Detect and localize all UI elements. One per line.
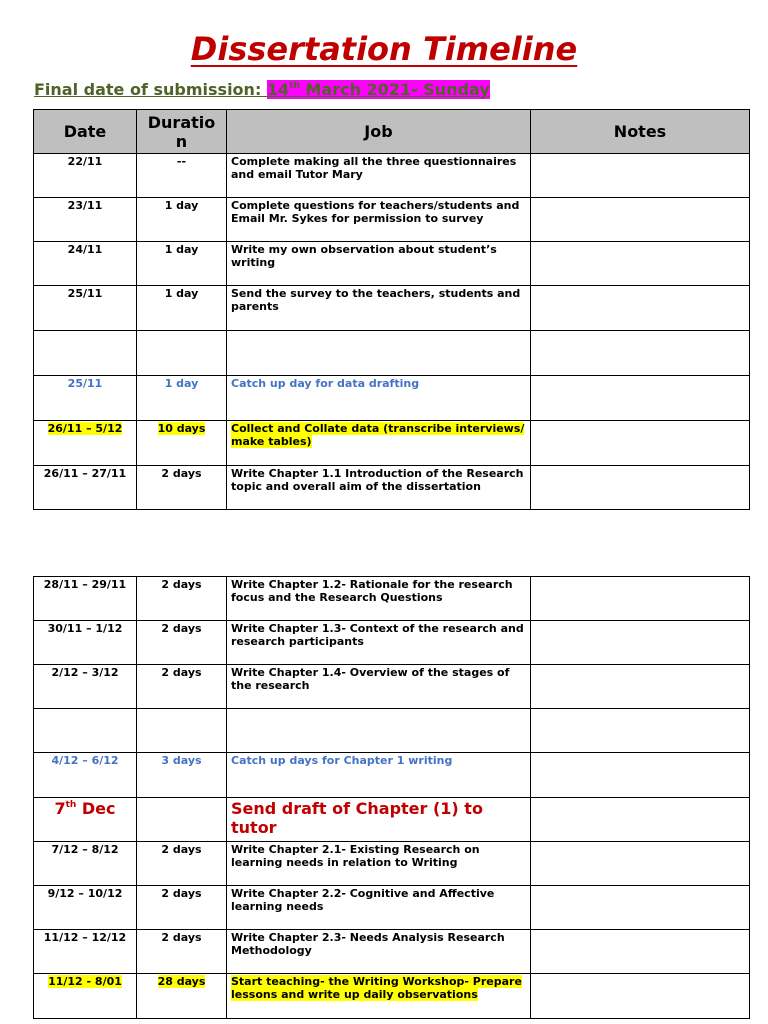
- duration-cell: [137, 886, 227, 930]
- date-cell: [34, 974, 137, 1019]
- submission-date-suffix: th: [289, 81, 300, 91]
- job-text: Write Chapter 2.3- Needs Analysis Research Methodology: [231, 931, 505, 957]
- submission-date: [267, 80, 490, 99]
- duration-cell: [137, 665, 227, 709]
- date-text: 9/12 – 10/12: [47, 887, 123, 900]
- notes-cell: [531, 286, 750, 331]
- job-text: Write Chapter 1.4- Overview of the stages of the research: [231, 666, 510, 692]
- job-text: Complete making all the three questionnaires and email Tutor Mary: [231, 155, 517, 181]
- date-text: 2/12 – 3/12: [51, 666, 119, 679]
- date-text: 25/11: [67, 287, 103, 300]
- notes-cell: [531, 621, 750, 665]
- date-cell: [34, 842, 137, 886]
- job-cell: [227, 376, 531, 421]
- date-cell: [34, 466, 137, 510]
- job-cell: [227, 665, 531, 709]
- header-duration-line1: Duratio: [147, 112, 216, 132]
- page-title: Dissertation Timeline: [190, 30, 578, 68]
- date-cell: [34, 154, 137, 198]
- date-text: 11/12 - 8/01: [48, 975, 122, 988]
- job-text: Send the survey to the teachers, students and parents: [231, 287, 521, 313]
- date-cell: [34, 665, 137, 709]
- header-notes: Notes: [531, 110, 750, 154]
- timeline-table-1: [33, 109, 750, 510]
- date-rest: Dec: [76, 799, 116, 818]
- duration-cell: [137, 154, 227, 198]
- job-text: Complete questions for teachers/students and Email Mr. Sykes for permission to survey: [231, 199, 520, 225]
- table-row: [34, 577, 750, 621]
- notes-cell: [531, 930, 750, 974]
- duration-text: 2 days: [161, 843, 202, 856]
- job-cell: [227, 709, 531, 753]
- date-text: 7/12 – 8/12: [51, 843, 119, 856]
- date-cell: [34, 886, 137, 930]
- submission-label: Final date of submission:: [34, 80, 262, 99]
- duration-cell: [137, 577, 227, 621]
- job-text: Write Chapter 1.3- Context of the research and research participants: [231, 622, 524, 648]
- duration-text: 2 days: [161, 467, 202, 480]
- date-text: 24/11: [67, 243, 103, 256]
- notes-cell: [531, 198, 750, 242]
- notes-cell: [531, 577, 750, 621]
- date-cell: [34, 621, 137, 665]
- table-row: [34, 331, 750, 376]
- duration-text: 10 days: [157, 422, 206, 435]
- date-text: 11/12 – 12/12: [43, 931, 127, 944]
- table-row: [34, 621, 750, 665]
- header-job: Job: [227, 110, 531, 154]
- notes-cell: [531, 709, 750, 753]
- table-row: [34, 198, 750, 242]
- table-row: [34, 842, 750, 886]
- table-row: [34, 753, 750, 798]
- notes-cell: [531, 331, 750, 376]
- job-cell: [227, 886, 531, 930]
- job-cell: [227, 753, 531, 798]
- date-cell: [34, 198, 137, 242]
- duration-cell: [137, 376, 227, 421]
- notes-cell: [531, 798, 750, 842]
- duration-text: --: [176, 155, 187, 168]
- job-text: Start teaching- the Writing Workshop- Prepare lessons and write up daily observations: [231, 975, 522, 1001]
- job-cell: [227, 286, 531, 331]
- duration-text: 28 days: [157, 975, 206, 988]
- date-cell: [34, 577, 137, 621]
- notes-cell: [531, 242, 750, 286]
- job-cell: [227, 466, 531, 510]
- job-cell: [227, 798, 531, 842]
- notes-cell: [531, 154, 750, 198]
- date-cell: [34, 709, 137, 753]
- notes-cell: [531, 974, 750, 1019]
- duration-text: 1 day: [164, 199, 199, 212]
- duration-text: 2 days: [161, 622, 202, 635]
- date-text: 26/11 – 5/12: [47, 422, 123, 435]
- notes-cell: [531, 466, 750, 510]
- job-cell: [227, 974, 531, 1019]
- duration-text: 1 day: [164, 377, 199, 390]
- date-cell: [34, 242, 137, 286]
- table-row: [34, 376, 750, 421]
- date-cell: [34, 798, 137, 842]
- table-row: [34, 286, 750, 331]
- duration-cell: [137, 709, 227, 753]
- date-text: 23/11: [67, 199, 103, 212]
- job-cell: [227, 242, 531, 286]
- duration-cell: [137, 242, 227, 286]
- duration-cell: [137, 198, 227, 242]
- notes-cell: [531, 842, 750, 886]
- job-cell: [227, 421, 531, 466]
- job-text: Write Chapter 1.2- Rationale for the research focus and the Research Questions: [231, 578, 513, 604]
- duration-cell: [137, 621, 227, 665]
- job-cell: [227, 577, 531, 621]
- duration-cell: [137, 798, 227, 842]
- table-row: [34, 974, 750, 1019]
- header-duration-line2: n: [175, 131, 188, 151]
- table-row: [34, 421, 750, 466]
- date-day: 7: [54, 799, 66, 818]
- table-row: [34, 930, 750, 974]
- table-row: [34, 242, 750, 286]
- job-text: Write my own observation about student’s writing: [231, 243, 497, 269]
- date-cell: [34, 331, 137, 376]
- duration-cell: [137, 974, 227, 1019]
- date-text: 4/12 – 6/12: [51, 754, 119, 767]
- date-cell: [34, 753, 137, 798]
- date-cell: [34, 421, 137, 466]
- table-row: [34, 709, 750, 753]
- job-text: Write Chapter 1.1 Introduction of the Research topic and overall aim of the dissertation: [231, 467, 524, 493]
- table-row: [34, 886, 750, 930]
- job-text: Collect and Collate data (transcribe interviews/ make tables): [231, 422, 525, 448]
- date-text: 26/11 – 27/11: [43, 467, 127, 480]
- job-text: Write Chapter 2.1- Existing Research on learning needs in relation to Writing: [231, 843, 480, 869]
- job-cell: [227, 621, 531, 665]
- duration-text: 1 day: [164, 287, 199, 300]
- date-cell: [34, 930, 137, 974]
- job-text: Catch up day for data drafting: [231, 377, 420, 390]
- duration-text: 2 days: [161, 931, 202, 944]
- duration-text: 1 day: [164, 243, 199, 256]
- job-text: Catch up days for Chapter 1 writing: [231, 754, 453, 767]
- notes-cell: [531, 665, 750, 709]
- header-date: Date: [34, 110, 137, 154]
- date-suffix: th: [65, 800, 77, 810]
- duration-cell: [137, 286, 227, 331]
- table-row: [34, 154, 750, 198]
- duration-cell: [137, 421, 227, 466]
- duration-cell: [137, 753, 227, 798]
- date-cell: [34, 376, 137, 421]
- date-text: 22/11: [67, 155, 103, 168]
- job-cell: [227, 930, 531, 974]
- date-text: 30/11 – 1/12: [47, 622, 123, 635]
- date-text: 28/11 – 29/11: [43, 578, 127, 591]
- table-row: [34, 466, 750, 510]
- duration-cell: [137, 466, 227, 510]
- header-duration: [137, 110, 227, 154]
- duration-cell: [137, 331, 227, 376]
- job-text: Write Chapter 2.2- Cognitive and Affective learning needs: [231, 887, 495, 913]
- date-cell: [34, 286, 137, 331]
- job-cell: [227, 331, 531, 376]
- notes-cell: [531, 376, 750, 421]
- duration-cell: [137, 842, 227, 886]
- duration-text: 2 days: [161, 887, 202, 900]
- table-row: [34, 798, 750, 842]
- duration-text: 3 days: [161, 754, 202, 767]
- submission-date-rest: March 2021- Sunday: [299, 80, 490, 99]
- job-cell: [227, 198, 531, 242]
- date-text: 25/11: [67, 377, 103, 390]
- job-text: Send draft of Chapter (1) to tutor: [231, 799, 483, 837]
- duration-text: 2 days: [161, 578, 202, 591]
- submission-date-line: [34, 80, 490, 99]
- table-row: [34, 665, 750, 709]
- timeline-table-2: [33, 576, 750, 1019]
- job-cell: [227, 842, 531, 886]
- duration-cell: [137, 930, 227, 974]
- table-header-row: [34, 110, 750, 154]
- job-cell: [227, 154, 531, 198]
- notes-cell: [531, 886, 750, 930]
- notes-cell: [531, 421, 750, 466]
- duration-text: 2 days: [161, 666, 202, 679]
- submission-date-day: 14: [266, 80, 290, 99]
- notes-cell: [531, 753, 750, 798]
